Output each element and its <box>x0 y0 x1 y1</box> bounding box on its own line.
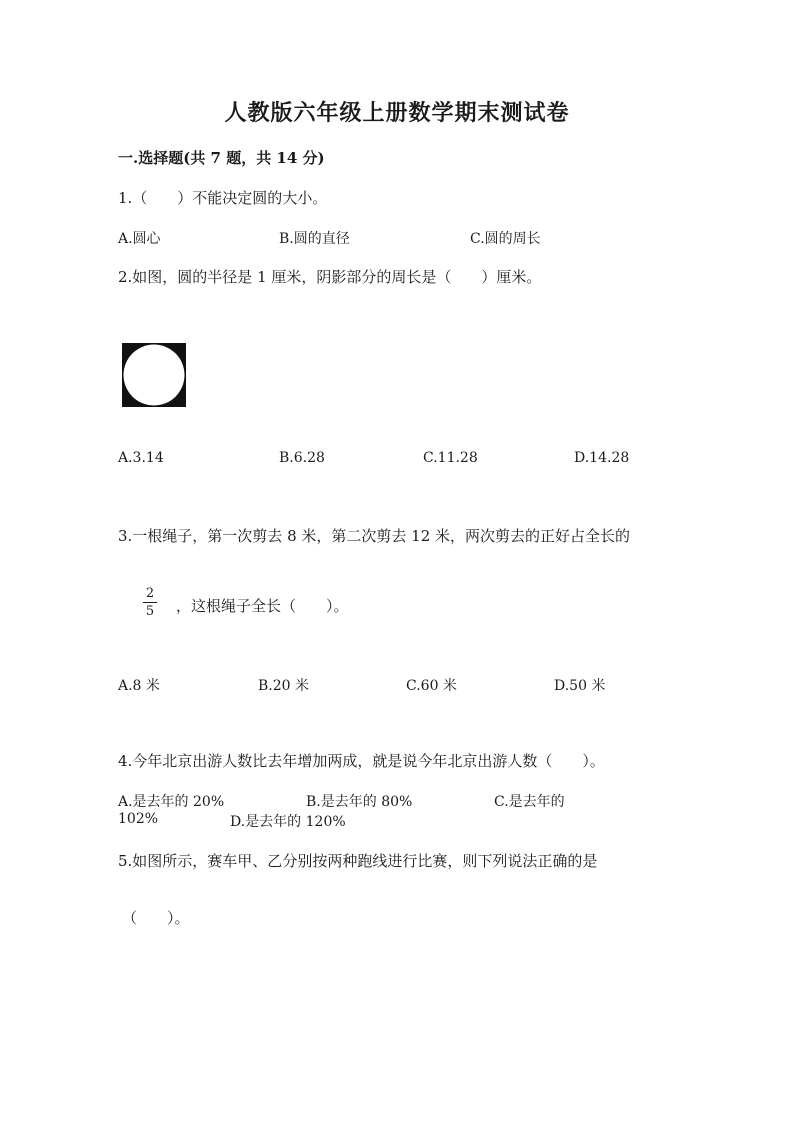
section-heading: 一.选择题(共 7 题，共 14 分) <box>118 149 325 167</box>
q4-option-c-continued: 102% <box>118 811 159 827</box>
fraction <box>143 586 157 619</box>
q3-option-b: B.20 米 <box>258 678 310 694</box>
q4-option-d: D.是去年的 120% <box>230 814 346 830</box>
q3-option-a: A.8 米 <box>118 678 160 694</box>
fraction-denominator: 5 <box>145 604 155 619</box>
question-2-text: 2.如图，圆的半径是 1 厘米，阴影部分的周长是（ ）厘米。 <box>118 268 542 286</box>
q1-option-b: B.圆的直径 <box>279 231 350 247</box>
question-1-text: 1.（ ）不能决定圆的大小。 <box>118 189 328 207</box>
q3-option-c: C.60 米 <box>406 678 457 694</box>
page-title: 人教版六年级上册数学期末测试卷 <box>224 100 570 126</box>
q2-option-d: D.14.28 <box>574 450 630 466</box>
q2-option-b: B.6.28 <box>279 450 325 466</box>
q2-option-c: C.11.28 <box>423 450 478 466</box>
fraction-numerator: 2 <box>145 586 155 601</box>
q4-option-c: C.是去年的 <box>494 794 565 810</box>
q1-option-a: A.圆心 <box>118 231 161 247</box>
question-3-text: 3.一根绳子，第一次剪去 8 米，第二次剪去 12 米，两次剪去的正好占全长的 <box>118 527 631 545</box>
q3-option-d: D.50 米 <box>554 678 606 694</box>
q1-option-c: C.圆的周长 <box>470 231 541 247</box>
question-5-text-continued: （ ）。 <box>122 909 190 927</box>
q4-option-a: A.是去年的 20% <box>118 794 225 810</box>
q2-option-a: A.3.14 <box>118 450 164 466</box>
question-5-text: 5.如图所示，赛车甲、乙分别按两种跑线进行比赛，则下列说法正确的是 <box>118 852 598 870</box>
fraction-bar <box>143 602 157 603</box>
q4-option-b: B.是去年的 80% <box>306 794 413 810</box>
question-4-text: 4.今年北京出游人数比去年增加两成，就是说今年北京出游人数（ ）。 <box>118 752 605 770</box>
question-3-text-continued: ，这根绳子全长（ ）。 <box>176 597 349 615</box>
shaded-square-circle-figure <box>122 343 186 407</box>
